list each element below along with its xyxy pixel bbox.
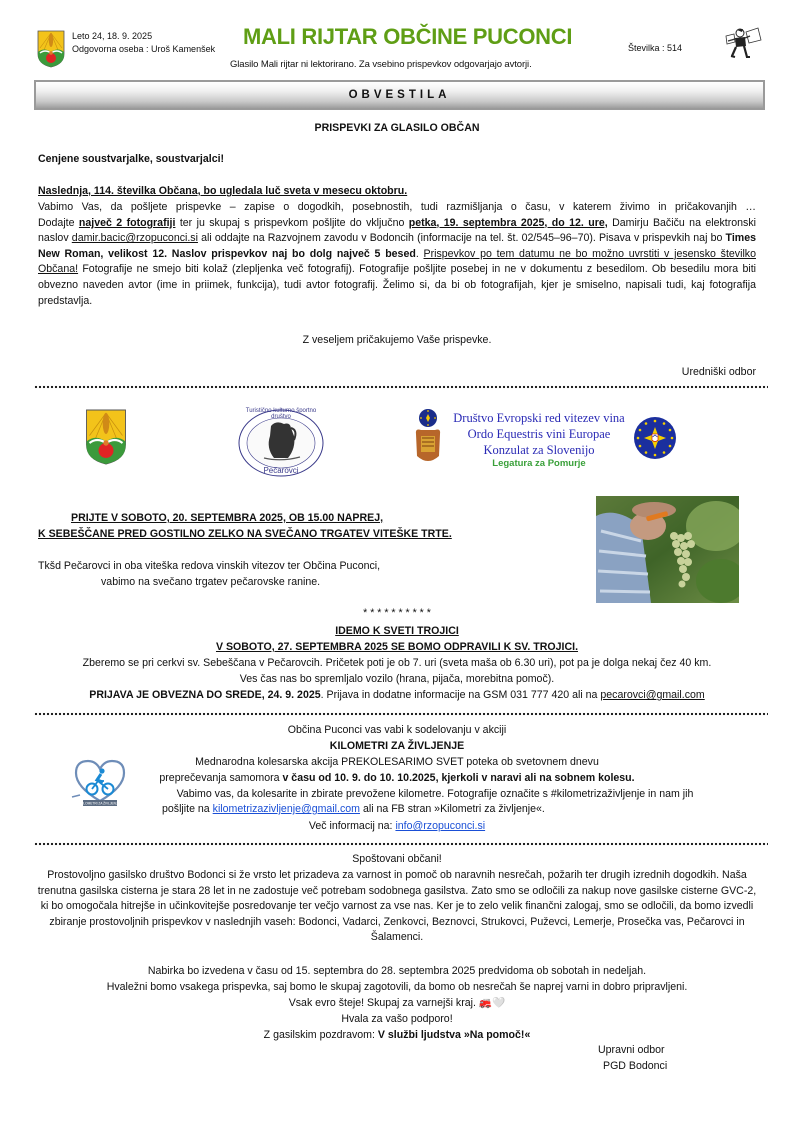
- trojica-heading-line-1: [38, 624, 756, 640]
- deadline: petka, 19. septembra 2025, do 12. ure,: [408, 216, 608, 229]
- km-line-2: Mednarodna kolesarska akcija PREKOLESARIMO SVET poteka ob svetovnem dnevu: [195, 756, 599, 768]
- pgd-support: Hvala za vašo podporo!: [341, 1013, 453, 1025]
- responsible-person: Odgovorna oseba : Uroš Kamenšek: [72, 44, 216, 54]
- wine-knights-order-logo: [413, 408, 663, 480]
- pgd-every-euro: [38, 996, 756, 1012]
- photo-limit: največ 2 fotografiji: [78, 216, 176, 229]
- trojica-heading-text-2: V SOBOTO, 27. SEPTEMBRA 2025 SE BOMO ODPRAVILI K SV. TROJICI.: [215, 641, 579, 653]
- article-greeting: Cenjene soustvarjalke, soustvarjalci!: [38, 153, 225, 165]
- text-run: preprečevanja samomora: [159, 772, 283, 784]
- pgd-dates: Nabirka bo izvedena v času od 15. septembra do 28. septembra 2025 predvidoma ob sobotah in nedeljah.: [147, 965, 647, 977]
- order-line-3: Konzulat za Slovenijo: [483, 443, 595, 457]
- text-run: Damirju Bačiču na elektronski naslov: [38, 216, 756, 245]
- text-run: Več informacij na:: [308, 820, 396, 832]
- pgd-greeting: Spoštovani občani!: [352, 853, 442, 865]
- puconci-crest-icon: [37, 30, 65, 68]
- bike-logo-caption: KILOMETRI ZA ŽIVLJENJE: [80, 801, 120, 806]
- year-date: Leto 24, 18. 9. 2025: [72, 31, 153, 41]
- email-link-pecarovci[interactable]: pecarovci@gmail.com: [600, 689, 705, 701]
- text-run: Fotografije ne smejo biti kolaž (zlepljenka več fotografij). Fotografije pošljite posebej in ne v dokumentu z besedilom. Ob besedilu mora biti obvezno naveden avtor (ime in priimek, funkcija), tudi avtor fotografij. Želimo si, da bi ob fotografijah, kjer je smiselno, napisali tudi, kaj fotografija predstavlja.: [38, 263, 756, 307]
- pgd-body: Prostovoljno gasilsko društvo Bodonci si že vrsto let prizadeva za varnost in pomoč ob naravnih nesrečah, požarih ter drugih izrednih dogodkih. Naša trenutna gasilska cisterna je stara 28 let in ne zadostuje več potrebam sodobnega gasilstva. Zato smo se odločili za nakup nove gasilske cisterne GVC-2, ki bo omogočala hitrejše in učinkovitejše posredovanje ter večjo varnost za vse nas. Ker je to zelo velik finančni zalogaj, smo se odločili, da bomo izvedli zbiranje prostovoljnih prispevkov v naslednjih vaseh: Bodonci, Vadarci, Zenkovci, Beznovci, Strukovci, Puževci, Lemerje, Prosečka vas, Pečarovci in Šalamenci.: [37, 869, 757, 944]
- event-body-line-1: Tkšd Pečarovci in oba viteška redova vinskih vitezov ter Občina Puconci,: [38, 560, 381, 572]
- coat-of-arms-icon: [413, 408, 443, 468]
- text-run: ali na FB stran »Kilometri za življenje«.: [360, 803, 545, 815]
- email-link-damir[interactable]: damir.bacic@rzopuconci.si: [71, 232, 198, 245]
- article-body: [38, 200, 756, 309]
- text-run: Vsak evro šteje! Skupaj za varnejši kraj.: [288, 997, 476, 1009]
- order-text-block: [451, 410, 627, 470]
- pgd-sign-1: Upravni odbor: [598, 1044, 665, 1056]
- newsboy-mascot-icon: [722, 26, 762, 60]
- event-body-line-2: vabimo na svečano trgatev pečarovske ranine.: [101, 576, 321, 588]
- event-heading-line-2: K SEBEŠČANE PRED GOSTILNO ZELKO NA SVEČANO TRGATEV VITEŠKE TRTE.: [38, 528, 452, 540]
- pgd-sign-2: PGD Bodonci: [603, 1060, 668, 1072]
- section-banner-label: OBVESTILA: [348, 89, 451, 101]
- trojica-line-1: Zberemo se pri cerkvi sv. Sebeščana v Pečarovcih. Pričetek poti je ob 7. uri (sveta maša ob 6.30 uri), pot pa je dolga nekaj čez 40 km.: [82, 657, 712, 669]
- issue-number: Številka : 514: [628, 43, 683, 53]
- section-banner: [34, 80, 765, 110]
- body-paragraph-1: Vabimo Vas, da pošljete prispevke – zapise o dogodkih, posebnostih, tudi razmišljanja o času, v katerem živimo in pričakovanjih …: [38, 201, 756, 213]
- format-requirements: Times New Roman, velikost 12. Naslov prispevkov naj bo dolg največ 5 besed: [38, 232, 756, 260]
- fire-truck-icon: 🚒: [478, 997, 493, 1009]
- grape-harvest-image-icon: [596, 496, 739, 603]
- km-heading: KILOMETRI ZA ŽIVLJENJE: [329, 740, 465, 752]
- order-line-4: Legatura za Pomurje: [492, 458, 586, 469]
- trojica-line-3: [38, 688, 756, 704]
- dotted-divider: [34, 385, 768, 389]
- km-dates: v času od 10. 9. do 10. 10.2025, kjerkoli v naravi ali na sobnem kolesu.: [282, 772, 635, 784]
- article-closing: Z veseljem pričakujemo Vaše prispevke.: [302, 334, 492, 346]
- article-subheading: Naslednja, 114. številka Občana, bo ugledala luč sveta v mesecu oktobru.: [38, 185, 408, 197]
- eu-star-emblem-icon: [633, 416, 677, 460]
- article-heading-prispevki: PRISPEVKI ZA GLASILO OBČAN: [314, 122, 480, 134]
- km-line-3: [38, 771, 756, 787]
- text-run: Z gasilskim pozdravom:: [263, 1029, 378, 1041]
- text-run: ter ju skupaj s prispevkom pošljite do vključno: [175, 216, 409, 229]
- tksd-bottom-text: Pečarovci: [263, 466, 299, 475]
- tksd-pecarovci-logo: [236, 408, 326, 478]
- editorial-signature: Uredniški odbor: [681, 366, 756, 378]
- grape-harvest-photo: [596, 496, 739, 603]
- text-run: . Prijava in dodatne informacije na GSM 031 777 420 ali na: [320, 689, 601, 701]
- trojica-line-2: Ves čas nas bo spremljalo vozilo (hrana, pijača, morebitna pomoč).: [239, 673, 555, 685]
- stars-separator: * * * * * * * * * *: [363, 607, 431, 619]
- km-line-6: [38, 819, 756, 835]
- km-line-4: Vabimo vas, da kolesarite in zbirate prevožene kilometre. Fotografije označite s #kilometrizaživljenje in nam jih: [176, 788, 694, 800]
- text-run: ali oddajte na Razvojnem zavodu v Bodoncih (informacije na tel. št. 02/545–96–70). Pisava v prispevkih naj bo: [197, 232, 726, 245]
- pgd-motto: V službi ljudstva »Na pomoč!«: [377, 1029, 531, 1041]
- registration-deadline: PRIJAVA JE OBVEZNA DO SREDE, 24. 9. 2025: [89, 689, 321, 701]
- order-line-2: Ordo Equestris vini Europae: [467, 427, 611, 441]
- text-run: Dodajte: [38, 216, 79, 229]
- text-run: .: [415, 247, 424, 260]
- dotted-divider: [34, 842, 768, 846]
- heart-icon: 🤍: [492, 997, 506, 1009]
- dotted-divider: [34, 712, 768, 716]
- puconci-crest-logo-icon: [85, 408, 127, 466]
- email-link-info[interactable]: info@rzopuconci.si: [395, 820, 486, 832]
- newsletter-title: MALI RIJTAR OBČINE PUCONCI: [243, 24, 573, 49]
- pgd-thanks: Hvaležni bomo vsakega prispevka, saj bomo le skupaj zagotovili, da bomo ob nesrečah še naprej varni in dobro pripravljeni.: [106, 981, 688, 993]
- km-invite-line: Občina Puconci vas vabi k sodelovanju v akciji: [287, 724, 507, 736]
- order-line-1: Društvo Evropski red vitezev vina: [453, 411, 625, 425]
- pgd-greeting-close: [38, 1028, 756, 1044]
- email-link-kilometri[interactable]: kilometrizazivljenje@gmail.com: [212, 803, 360, 815]
- event-heading-line-1: PRIJTE V SOBOTO, 20. SEPTEMBRA 2025, OB 15.00 NAPREJ,: [71, 512, 384, 524]
- trojica-heading-text-1: IDEMO K SVETI TROJICI: [335, 625, 459, 637]
- km-line-5: [162, 803, 545, 815]
- trojica-heading-line-2: [38, 640, 756, 656]
- tksd-ring-text: Turistično kulturno športno društvo: [245, 408, 317, 420]
- issue-meta: [72, 30, 215, 56]
- disclaimer: Glasilo Mali rijtar ni lektorirano. Za vsebino prispevkov odgovarjajo avtorji.: [230, 59, 532, 70]
- text-run: pošljite na: [162, 803, 213, 815]
- body-paragraph-2: [38, 216, 756, 310]
- late-warning: Prispevkov po tem datumu ne bo možno uvrstiti v jesensko številko Občana!: [38, 247, 756, 276]
